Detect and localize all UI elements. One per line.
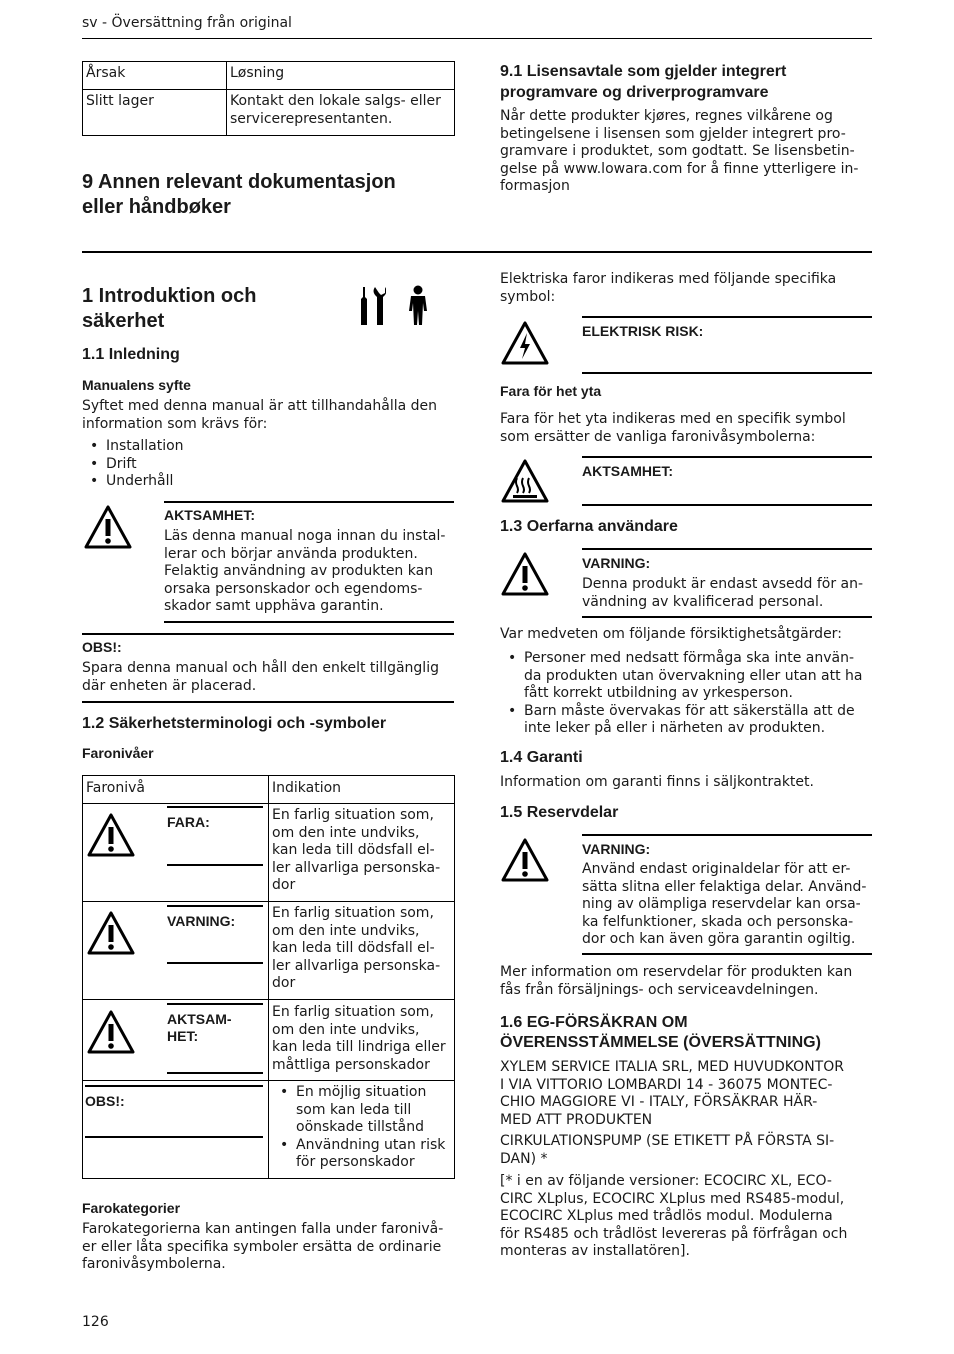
hot-surface-label: AKTSAMHET:: [582, 463, 673, 479]
section-9-title: 9 Annen relevant dokumentasjon eller håndbøker: [82, 171, 396, 218]
language-divider: [82, 251, 872, 253]
list-item: • Underhåll: [82, 473, 184, 491]
warning-text: Använd endast originaldelar för att er- sätta slitna eller felaktiga delar. Använd- ning av olämpliga reservdelar kan orsa- ka felfunktioner, skada och personska- dor och kan även göra garantin ogiltig.: [582, 861, 867, 947]
warning-label: VARNING:: [582, 555, 651, 571]
warning-text: Denna produkt är endast avsedd för an- vändning av kvalificerad personal.: [582, 576, 864, 610]
declaration-paragraph: XYLEM SERVICE ITALIA SRL, MED HUVUDKONTOR I VIA VITTORIO LOMBARDI 14 - 36075 MONTEC- CHIO MAGGIORE VI - ITALY, FÖRSÄKRAR HÄR- MED ATT PRODUKTEN: [500, 1059, 844, 1128]
warning-triangle-icon: [500, 837, 550, 883]
section-9-1-title: 9.1 Lisensavtale som gjelder integrert programvare og driverprogramvare: [500, 63, 787, 101]
electric-hazard-icon: [500, 320, 550, 366]
list-item: • Installation: [82, 438, 184, 456]
hot-surface-icon: [500, 458, 550, 504]
table-header-solution: Løsning: [230, 65, 285, 81]
electric-label: ELEKTRISK RISK:: [582, 323, 704, 339]
hazard-header-indication: Indikation: [272, 780, 342, 796]
list-item: • Barn måste övervakas för att säkerställa att de inte leker på eller i närheten av produkten.: [500, 703, 862, 738]
table-cell-cause: Slitt lager: [86, 93, 154, 109]
note-label: OBS!:: [82, 639, 122, 655]
section-1-1-title: 1.1 Inledning: [82, 346, 180, 363]
hot-surface-text: Fara för het yta indikeras med en specifik symbol som ersätter de vanliga faronivåsymbolerna:: [500, 411, 846, 445]
section-1-6-title: 1.6 EG-FÖRSÄKRAN OM ÖVERENSSTÄMMELSE (ÖVERSÄTTNING): [500, 1014, 821, 1051]
header-rule: [82, 38, 872, 39]
section-1-5-title: 1.5 Reservdelar: [500, 804, 619, 821]
list-item: • En möjlig situation som kan leda till oönskade tillstånd: [272, 1084, 445, 1137]
warning-triangle-icon: [86, 910, 136, 956]
spare-parts-text: Mer information om reservdelar för produkten kan fås från försäljnings- och serviceavdelningen.: [500, 964, 853, 998]
section-1-4-title: 1.4 Garanti: [500, 749, 583, 766]
page-number: 126: [82, 1314, 109, 1330]
hazard-row-indication: En farlig situation som, om den inte undviks, kan leda till dödsfall el- ler allvarliga personska- dor: [272, 905, 441, 991]
person-icon: [407, 285, 429, 327]
declaration-product: CIRKULATIONSPUMP (SE ETIKETT PÅ FÖRSTA SI- DAN) *: [500, 1133, 835, 1167]
section-1-3-title: 1.3 Oerfarna användare: [500, 518, 678, 535]
note-text: Spara denna manual och håll den enkelt tillgänglig där enheten är placerad.: [82, 660, 439, 694]
purpose-list: [82, 438, 184, 491]
tools-icon: [358, 285, 386, 327]
hazard-row-label: FARA:: [167, 814, 210, 830]
table-cell-solution: Kontakt den lokale salgs- eller servicerepresentanten.: [230, 93, 441, 127]
list-item: • Personer med nedsatt förmåga ska inte använ- da produkten utan övervakning eller utan att ha fått korrekt utbildning av yrkesperson.: [500, 650, 862, 703]
section-1-title: 1 Introduktion och säkerhet: [82, 285, 257, 332]
hazard-row-indication: [272, 1084, 445, 1172]
declaration-versions: [* i en av följande versioner: ECOCIRC XL, ECO- CIRC XLplus, ECOCIRC XLplus med RS485-modul, ECOCIRC XLplus med trådlös modul. Modulerna för RS485 och trådlöst levereras på förfrågan och monteras av installatören].: [500, 1173, 848, 1259]
precautions-list: [500, 650, 862, 738]
list-item: • Drift: [82, 456, 184, 474]
hazard-row-label: AKTSAM- HET:: [167, 1011, 232, 1044]
warning-triangle-icon: [500, 551, 550, 597]
danger-triangle-icon: [86, 812, 136, 858]
section-1-2-subtitle: Faronivåer: [82, 745, 154, 761]
electric-intro: Elektriska faror indikeras med följande specifika symbol:: [500, 271, 837, 305]
caution-triangle-icon: [86, 1009, 136, 1055]
hazard-categories-text: Farokategorierna kan antingen falla under faronivå- er eller låta specifika symboler ersätta de ordinarie faronivåsymbolerna.: [82, 1221, 444, 1272]
section-1-1-subtitle: Manualens syfte: [82, 377, 191, 393]
hazard-row-label: VARNING:: [167, 913, 236, 929]
running-header: sv - Översättning från original: [82, 15, 292, 31]
table-header-cause: Årsak: [86, 65, 126, 81]
hazard-row-indication: En farlig situation som, om den inte undviks, kan leda till lindriga eller måttliga personskador: [272, 1004, 446, 1073]
caution-text: Läs denna manual noga innan du instal- lerar och börjar använda produkten. Felaktig användning av produkten kan orsaka personskador och egendoms- skador samt upphäva garantin.: [164, 528, 446, 614]
hot-surface-title: Fara för het yta: [500, 383, 602, 399]
warning-triangle-icon: [83, 504, 133, 550]
hazard-categories-title: Farokategorier: [82, 1200, 181, 1216]
section-1-2-title: 1.2 Säkerhetsterminologi och -symboler: [82, 715, 387, 732]
hazard-row-indication: En farlig situation som, om den inte undviks, kan leda till dödsfall el- ler allvarliga personska- dor: [272, 807, 441, 893]
warranty-text: Information om garanti finns i säljkontraktet.: [500, 774, 814, 790]
precautions-intro: Var medveten om följande försiktighetsåtgärder:: [500, 626, 842, 642]
section-1-1-text: Syftet med denna manual är att tillhandahålla den information som krävs för:: [82, 398, 438, 432]
list-item: • Användning utan risk för personskador: [272, 1137, 445, 1172]
hazard-row-label: OBS!:: [85, 1093, 125, 1109]
caution-label: AKTSAMHET:: [164, 507, 255, 523]
hazard-header-level: Faronivå: [86, 780, 145, 796]
section-9-1-text: Når dette produkter kjøres, regnes vilkårene og betingelsene i lisensen som gjelder integrert pro- gramvare i produktet, som godtatt. Se lisensbetin- gelse på www.lowara.com for å finne ytterligere in- formasjon: [500, 108, 859, 194]
warning-label: VARNING:: [582, 841, 651, 857]
